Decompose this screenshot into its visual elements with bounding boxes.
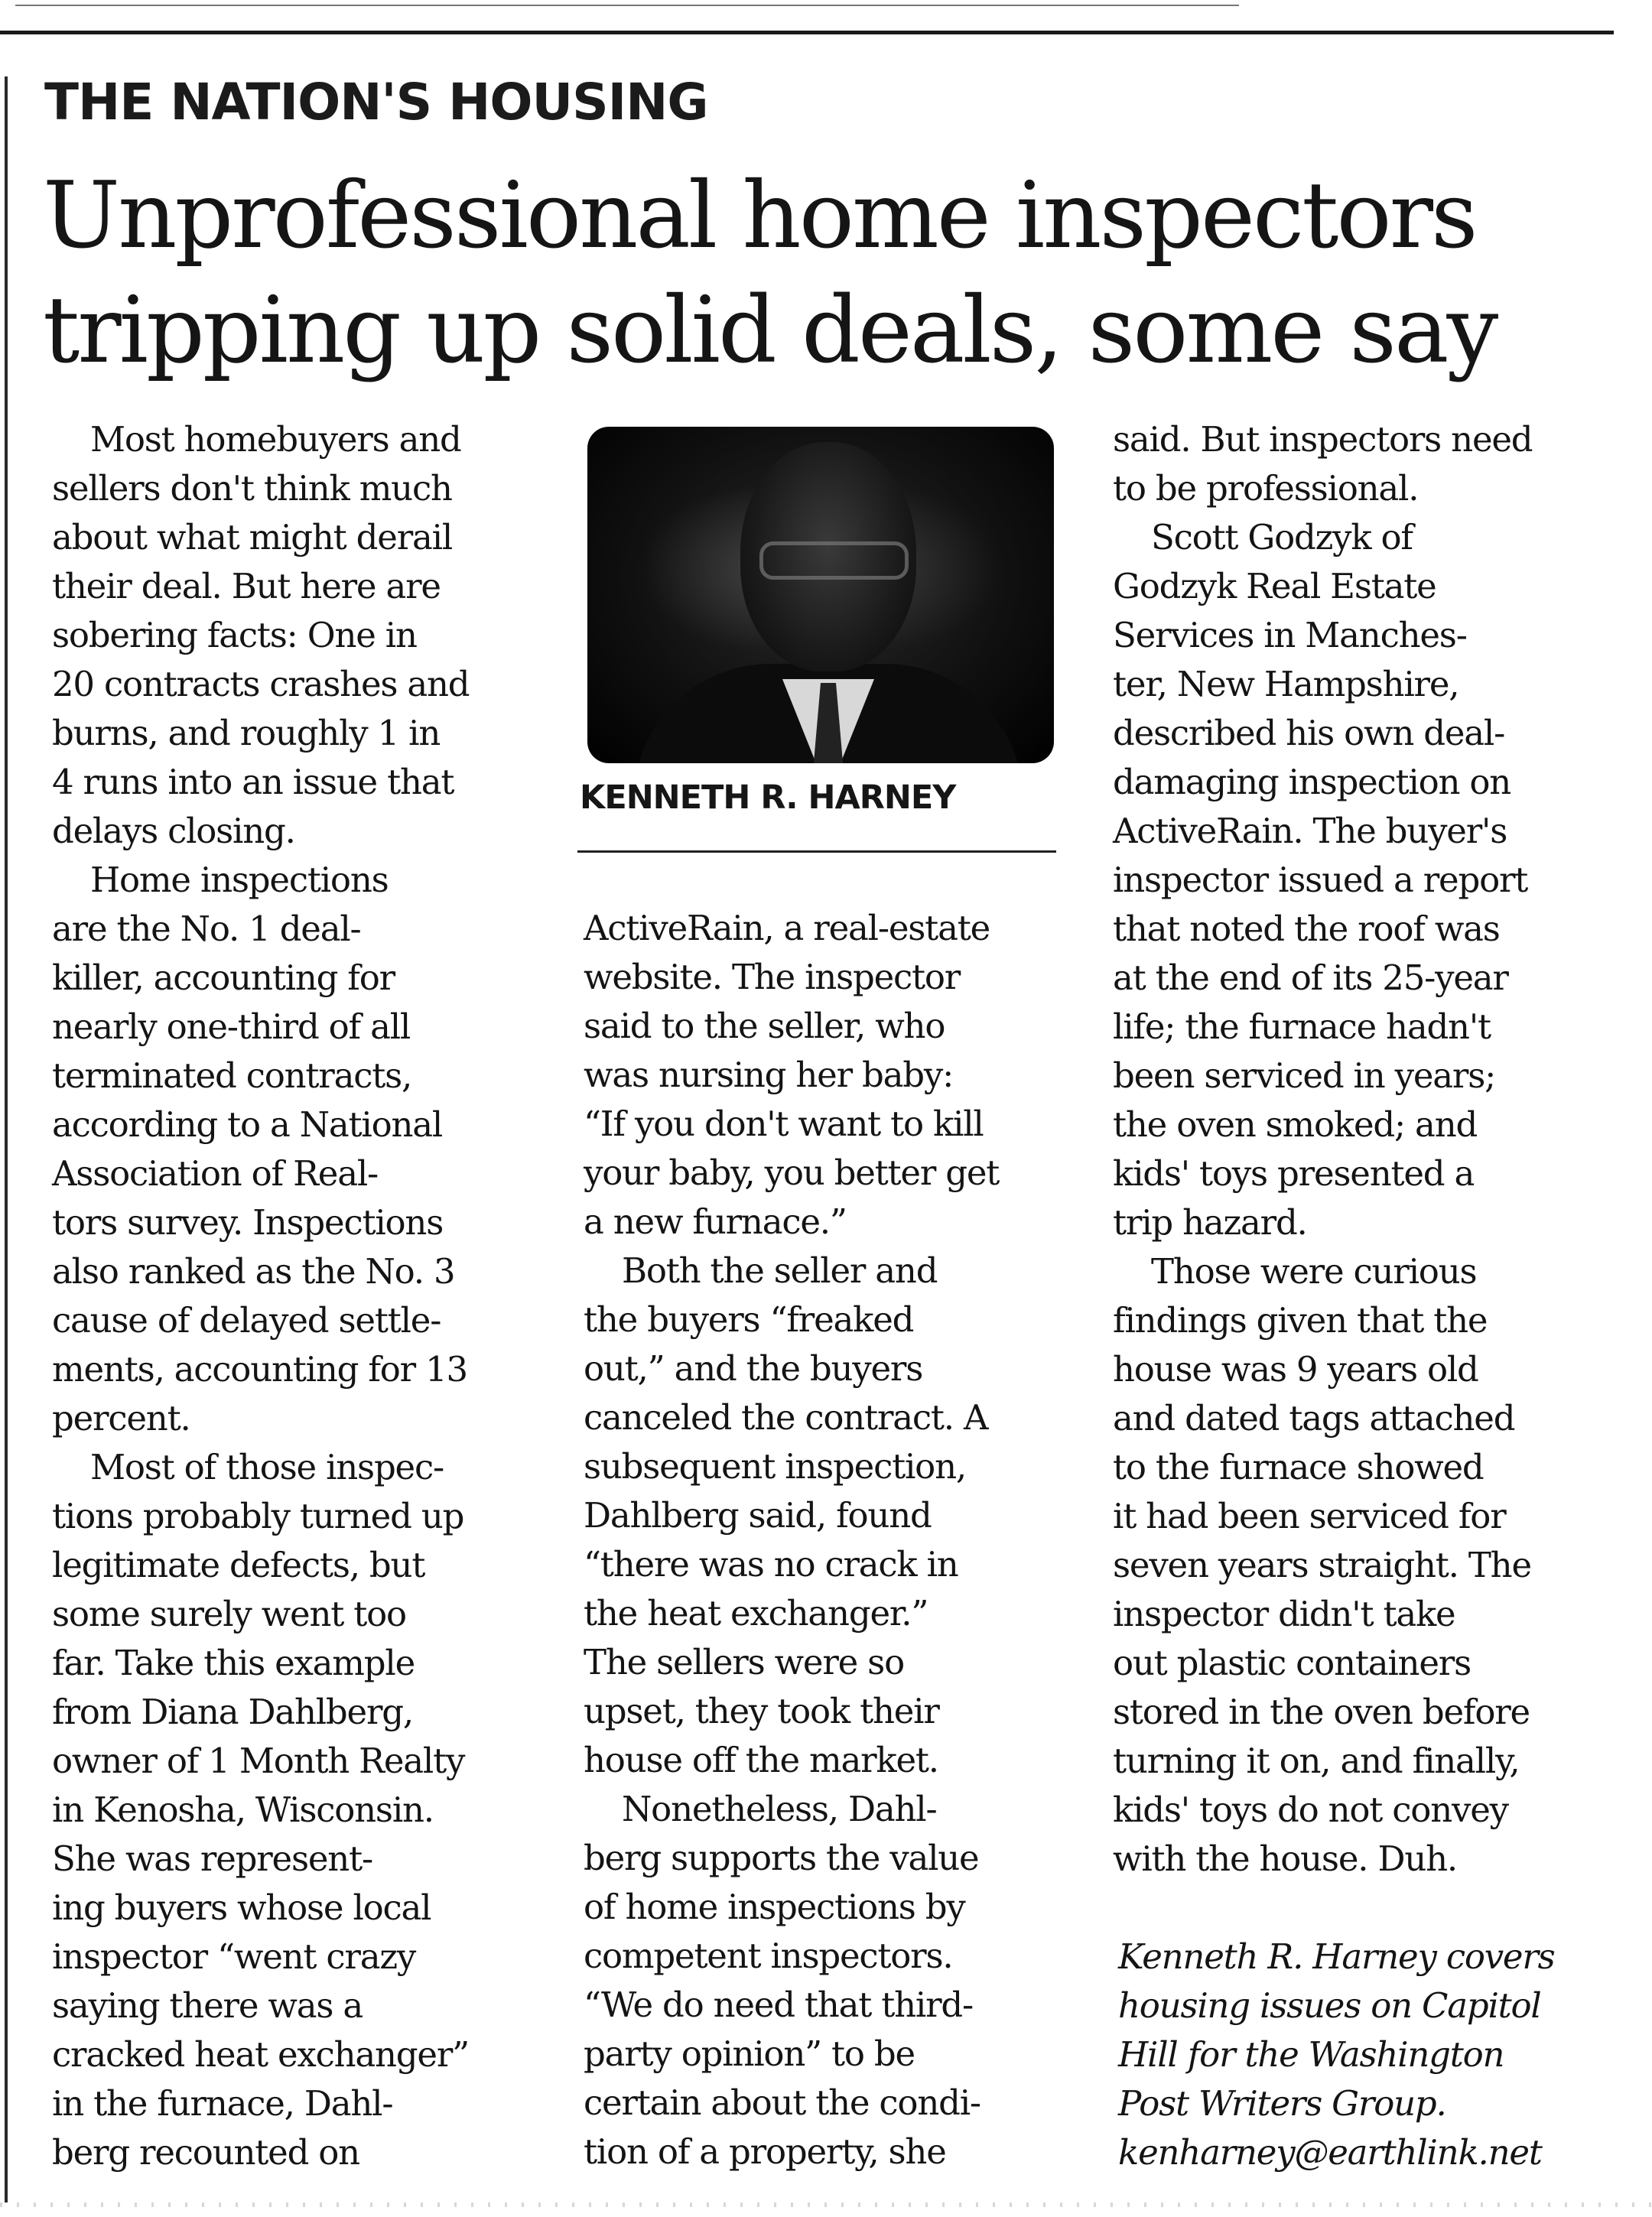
text-line: out plastic containers <box>1113 1643 1471 1683</box>
text-line: said. But inspectors need <box>1113 419 1533 460</box>
text-line: percent. <box>52 1398 190 1438</box>
text-line: that noted the roof was <box>1113 909 1500 949</box>
headline <box>43 159 1634 388</box>
text-line: inspector didn't take <box>1113 1594 1455 1634</box>
text-line: sellers don't think much <box>52 468 452 509</box>
text-line: Home inspections <box>90 860 389 900</box>
text-line: tors survey. Inspections <box>52 1202 444 1243</box>
text-line: far. Take this example <box>52 1643 415 1683</box>
text-line: tion of a property, she <box>584 2131 946 2172</box>
text-line: ActiveRain. The buyer's <box>1113 811 1507 851</box>
text-line: owner of 1 Month Realty <box>52 1741 465 1781</box>
text-line: nearly one-third of all <box>52 1006 411 1047</box>
text-line: delays closing. <box>52 811 295 851</box>
text-line: berg supports the value <box>584 1838 979 1878</box>
text-line: competent inspectors. <box>584 1936 953 1976</box>
text-line: findings given that the <box>1113 1300 1488 1341</box>
text-line: burns, and roughly 1 in <box>52 713 441 753</box>
text-line: certain about the condi- <box>584 2082 980 2123</box>
text-line: the heat exchanger.” <box>584 1593 928 1633</box>
text-line: “there was no crack in <box>584 1544 958 1585</box>
text-line: to be professional. <box>1113 468 1419 509</box>
text-line: berg recounted on <box>52 2132 359 2173</box>
text-line: Nonetheless, Dahl- <box>622 1789 937 1829</box>
text-line: ments, accounting for 13 <box>52 1349 467 1390</box>
text-line: inspector “went crazy <box>52 1936 416 1977</box>
text-line: according to a National <box>52 1104 443 1145</box>
text-line: trip hazard. <box>1113 1202 1307 1243</box>
text-line: a new furnace.” <box>584 1201 847 1242</box>
text-line: terminated contracts, <box>52 1055 412 1096</box>
headline-line-1: Unprofessional home inspectors <box>43 163 1476 269</box>
text-line: also ranked as the No. 3 <box>52 1251 455 1292</box>
tagline-line: Hill for the Washington <box>1118 2034 1504 2075</box>
text-line: out,” and the buyers <box>584 1348 923 1389</box>
text-line: in Kenosha, Wisconsin. <box>52 1790 434 1830</box>
text-line: The sellers were so <box>584 1642 904 1682</box>
text-line: it had been serviced for <box>1113 1496 1506 1536</box>
text-line: website. The inspector <box>584 957 961 997</box>
text-line: cracked heat exchanger” <box>52 2034 469 2075</box>
text-line: and dated tags attached <box>1113 1398 1515 1438</box>
text-line: stored in the oven before <box>1113 1692 1530 1732</box>
left-border-rule <box>5 76 8 2202</box>
section-kicker: THE NATION'S HOUSING <box>44 73 708 132</box>
text-line: party opinion” to be <box>584 2033 915 2074</box>
text-line: She was represent- <box>52 1838 372 1879</box>
text-line: about what might derail <box>52 517 453 558</box>
author-headshot-photo <box>587 427 1054 763</box>
text-line: Both the seller and <box>622 1250 938 1291</box>
text-line: 20 contracts crashes and <box>52 664 470 704</box>
text-line: Association of Real- <box>52 1153 379 1194</box>
text-line: Most homebuyers and <box>90 419 461 460</box>
text-line: kids' toys presented a <box>1113 1153 1475 1194</box>
text-line: 4 runs into an issue that <box>52 762 454 802</box>
text-line: turning it on, and finally, <box>1113 1741 1520 1781</box>
text-line: house was 9 years old <box>1113 1349 1478 1390</box>
text-line: seven years straight. The <box>1113 1545 1531 1585</box>
text-line: the buyers “freaked <box>584 1299 914 1340</box>
byline-rule <box>577 850 1056 853</box>
text-line: “If you don't want to kill <box>584 1104 984 1144</box>
text-line: to the furnace showed <box>1113 1447 1484 1487</box>
text-line: legitimate defects, but <box>52 1545 425 1585</box>
text-line: are the No. 1 deal- <box>52 909 361 949</box>
text-line: some surely went too <box>52 1594 406 1634</box>
bottom-edge-noise <box>0 2202 1652 2207</box>
top-rule <box>0 31 1614 34</box>
text-line: kids' toys do not convey <box>1113 1790 1508 1830</box>
article-column-3 <box>1113 415 1532 1884</box>
text-line: sobering facts: One in <box>52 615 417 655</box>
text-line: upset, they took their <box>584 1691 939 1731</box>
author-byline: KENNETH R. HARNEY <box>580 779 956 817</box>
text-line: house off the market. <box>584 1740 938 1780</box>
text-line: “We do need that third- <box>584 1985 973 2025</box>
text-line: been serviced in years; <box>1113 1055 1496 1096</box>
text-line: said to the seller, who <box>584 1006 945 1046</box>
text-line: with the house. Duh. <box>1113 1838 1458 1879</box>
text-line: Services in Manches- <box>1113 615 1467 655</box>
author-email: kenharney@earthlink.net <box>1118 2132 1542 2173</box>
article-column-2 <box>584 904 999 2176</box>
text-line: of home inspections by <box>584 1887 965 1927</box>
text-line: killer, accounting for <box>52 957 395 998</box>
tagline-line: housing issues on Capitol <box>1118 1985 1541 2026</box>
headline-line-2: tripping up solid deals, some say <box>43 278 1497 384</box>
text-line: Most of those inspec- <box>90 1447 444 1487</box>
text-line: described his own deal- <box>1113 713 1505 753</box>
text-line: canceled the contract. A <box>584 1397 988 1438</box>
text-line: your baby, you better get <box>584 1152 1000 1193</box>
text-line: ter, New Hampshire, <box>1113 664 1459 704</box>
text-line: inspector issued a report <box>1113 860 1528 900</box>
text-line: saying there was a <box>52 1985 363 2026</box>
text-line: the oven smoked; and <box>1113 1104 1478 1145</box>
top-thin-rule <box>15 5 1239 6</box>
text-line: at the end of its 25-year <box>1113 957 1508 998</box>
text-line: subsequent inspection, <box>584 1446 966 1487</box>
text-line: was nursing her baby: <box>584 1055 954 1095</box>
text-line: from Diana Dahlberg, <box>52 1692 413 1732</box>
tagline-line: Kenneth R. Harney covers <box>1118 1936 1555 1977</box>
text-line: Those were curious <box>1151 1251 1477 1292</box>
text-line: tions probably turned up <box>52 1496 464 1536</box>
text-line: life; the furnace hadn't <box>1113 1006 1491 1047</box>
text-line: ing buyers whose local <box>52 1887 431 1928</box>
text-line: in the furnace, Dahl- <box>52 2083 393 2124</box>
text-line: cause of delayed settle- <box>52 1300 441 1341</box>
text-line: Dahlberg said, found <box>584 1495 932 1536</box>
photo-glasses <box>759 541 909 580</box>
tagline-line: Post Writers Group. <box>1118 2083 1446 2124</box>
text-line: Godzyk Real Estate <box>1113 566 1436 606</box>
author-tagline <box>1118 1933 1555 2177</box>
article-column-1 <box>52 415 469 2177</box>
text-line: their deal. But here are <box>52 566 441 606</box>
text-line: ActiveRain, a real-estate <box>584 908 990 948</box>
text-line: damaging inspection on <box>1113 762 1511 802</box>
text-line: Scott Godzyk of <box>1151 517 1413 558</box>
